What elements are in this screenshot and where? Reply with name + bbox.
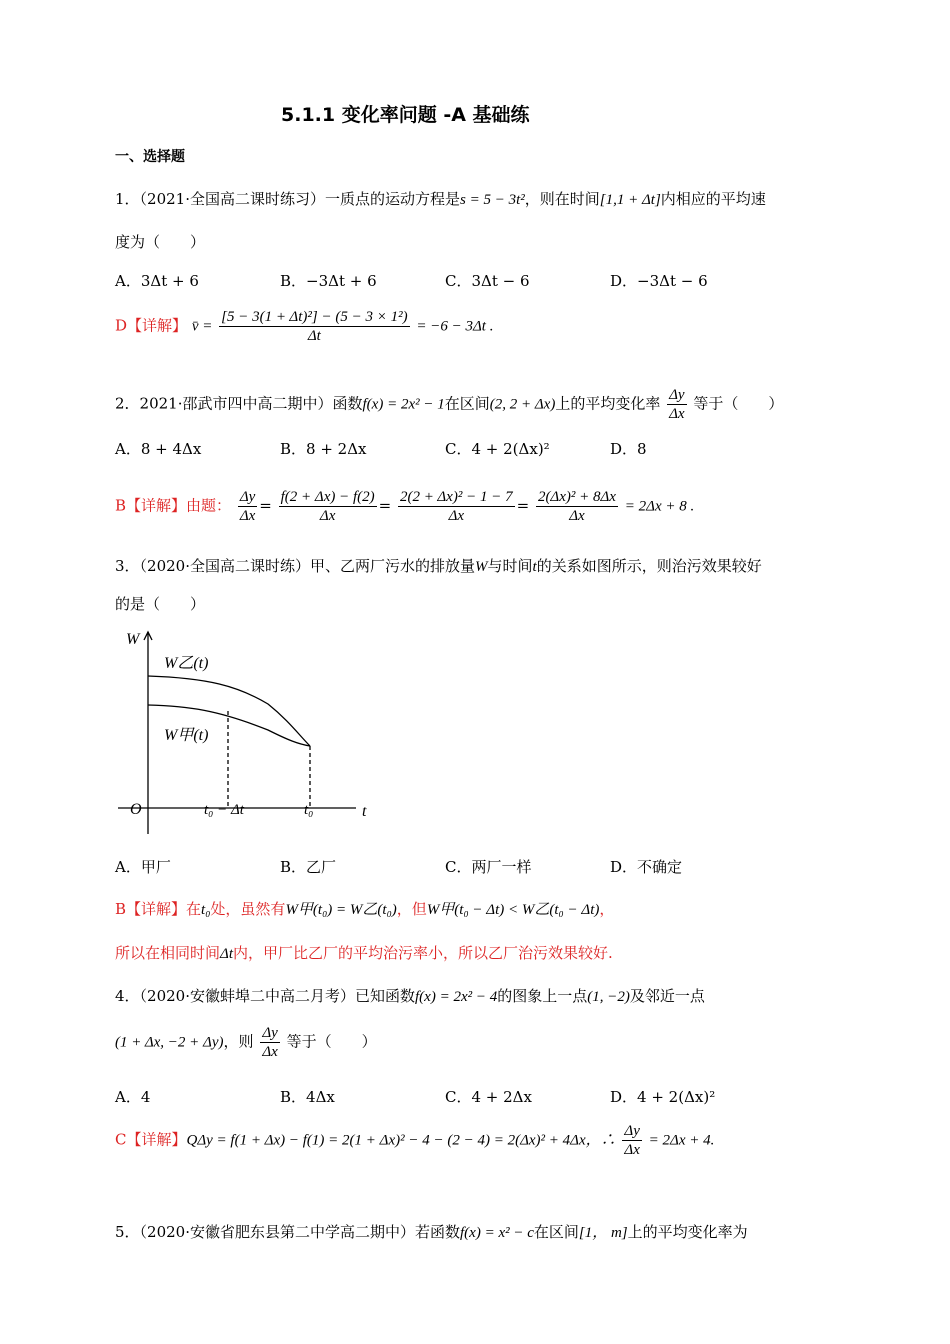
question-4-stem-cont: (1 + Δx, −2 + Δy)，则 $\frac{\Delta y}{\Delta x}$ 等于（ ） [115,1025,377,1060]
q1-option-d: D．−3Δt − 6 [610,272,708,290]
question-3-stem-cont: 的是（ ） [115,595,206,613]
origin-label: O [130,801,142,818]
q1-option-a: A．3Δt + 6 [115,272,199,290]
pollution-graph [118,628,380,840]
q2-option-c: C．4 + 2(Δx)² [445,440,550,458]
question-1-stem: 1．（2021·全国高二课时练习）一质点的运动方程是s = 5 − 3t²，则在时间[1,1 + Δt]内相应的平均速 [115,190,766,208]
q4-option-c: C．4 + 2Δx [445,1088,532,1106]
q1-answer: D【详解】 v̄ = $\frac{\text{[5 − 3(1 + Δt)²] − (5 − 3 × 1²)}}{\Delta t}$ = −6 − 3Δt . [115,309,494,344]
x-axis-label: t [362,803,367,820]
page-title: 5.1.1 变化率问题 -A 基础练 [281,104,530,126]
q4-option-a: A．4 [115,1088,151,1106]
section-heading: 一、选择题 [115,149,185,165]
q2-option-b: B．8 + 2Δx [280,440,367,458]
question-3-stem: 3．（2020·全国高二课时练）甲、乙两厂污水的排放量W与时间t的关系如图所示，则治污效果较好 [115,557,762,575]
q1-option-b: B．−3Δt + 6 [280,272,377,290]
q3-answer-line-2: 所以在相同时间Δt内，甲厂比乙厂的平均治污率小，所以乙厂治污效果较好. [115,944,613,962]
question-2-stem: 2．2021·邵武市四中高二期中）函数f(x) = 2x² − 1在区间(2, 2 + Δx)上的平均变化率 $\frac{\Delta y}{\Delta x}$ 等于（ ） [115,387,784,422]
q3-answer-line-1: B【详解】在t₀处，虽然有W甲(t₀) = W乙(t₀)，但W甲(t₀ − Δt) < W乙(t₀ − Δt)， [115,900,615,918]
q3-option-c: C．两厂一样 [445,858,532,876]
question-5-stem: 5．（2020·安徽省肥东县第二中学高二期中）若函数f(x) = x² − c在区间[1， m]上的平均变化率为 [115,1223,748,1241]
q2-option-d: D．8 [610,440,647,458]
curve-jia-label: W甲(t) [164,727,209,744]
q2-answer: B【详解】由题： $\frac{\Delta y}{\Delta x}$ = $\frac{f(2 + \Delta x) - f(2)}{\Delta x}$ = $\frac{\text{2(2 + Δx)² − 1 − 7}}{\Delta x}$ = $\frac{\text{2(Δx)² + 8Δx}}{\Delta x}$ = 2Δx + 8 . [115,489,695,524]
q2-option-a: A．8 + 4Δx [115,440,202,458]
y-axis-label: W [126,631,140,648]
question-1-stem-cont: 度为（ ） [115,233,206,251]
q3-option-b: B．乙厂 [280,858,337,876]
q1-option-c: C．3Δt − 6 [445,272,530,290]
tick-label-2: t₀ [304,802,314,818]
q4-answer: C【详解】QΔy = f(1 + Δx) − f(1) = 2(1 + Δx)² − 4 − (2 − 4) = 2(Δx)² + 4Δx，∴ $\frac{\Delta y}{\Delta x}$ = 2Δx + 4. [115,1123,715,1158]
q3-option-d: D．不确定 [610,858,683,876]
curve-yi-label: W乙(t) [164,655,209,672]
q3-option-a: A．甲厂 [115,858,171,876]
q4-option-b: B．4Δx [280,1088,335,1106]
q4-option-d: D．4 + 2(Δx)² [610,1088,716,1106]
question-4-stem: 4．（2020·安徽蚌埠二中高二月考）已知函数f(x) = 2x² − 4的图象上一点(1, −2)及邻近一点 [115,987,705,1005]
tick-label-1: t₀ − Δt [204,802,244,818]
